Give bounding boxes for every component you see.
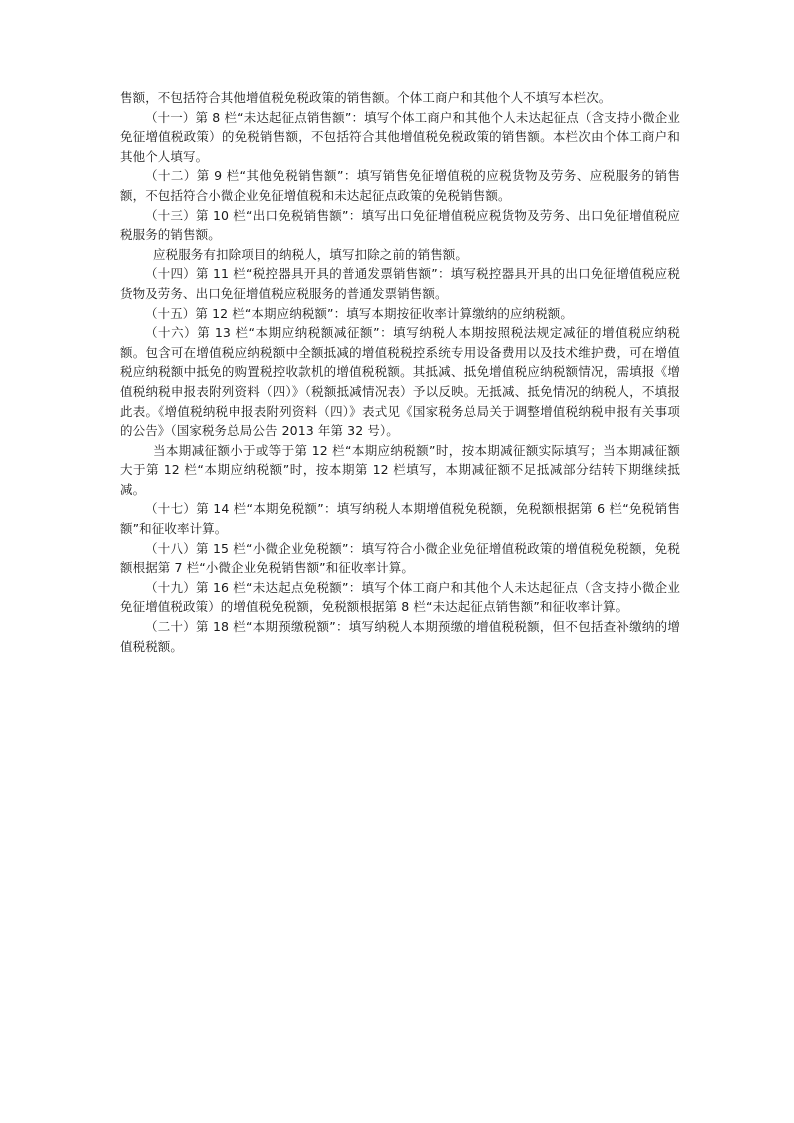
paragraph-item-13: （十三）第 10 栏“出口免税销售额”：填写出口免征增值税应税货物及劳务、出口免征增值税应税服务的销售额。	[120, 207, 680, 243]
paragraph-item-19: （十九）第 16 栏“未达起点免税额”：填写个体工商户和其他个人未达起征点（含支持小微企业免征增值税政策）的增值税免税额，免税额根据第 8 栏“未达起征点销售额”和征收率计算。	[120, 579, 680, 615]
paragraph-item-15: （十五）第 12 栏“本期应纳税额”：填写本期按征收率计算缴纳的应纳税额。	[145, 305, 574, 321]
paragraph-continued: 售额，不包括符合其他增值税免税政策的销售额。个体工商户和其他个人不填写本栏次。	[120, 90, 612, 105]
paragraph-item-20: （二十）第 18 栏“本期预缴税额”：填写纳税人本期预缴的增值税税额，但不包括查补缴纳的增值税税额。	[120, 619, 680, 654]
paragraph-deduction-note: 应税服务有扣除项目的纳税人，填写扣除之前的销售额。	[153, 246, 469, 262]
document-body	[120, 88, 680, 656]
paragraph-item-17: （十七）第 14 栏“本期免税额”：填写纳税人本期增值税免税额，免税额根据第 6 栏“免税销售额”和征收率计算。	[120, 501, 680, 537]
paragraph-reduction-note: 当本期减征额小于或等于第 12 栏“本期应纳税额”时，按本期减征额实际填写；当本期减征额大于第 12 栏“本期应纳税额”时，按本期第 12 栏填写，本期减征额不足抵减部分结转下期继续抵减。	[120, 442, 680, 497]
paragraph-item-16: （十六）第 13 栏“本期应纳税额减征额”：填写纳税人本期按照税法规定减征的增值税应纳税额。包含可在增值税应纳税额中全额抵减的增值税税控系统专用设备费用以及技术维护费，可在增值税应纳税额中抵免的购置税控收款机的增值税税额。其抵减、抵免增值税应纳税额情况，需填报《增值税纳税申报表附列资料（四）》（税额抵减情况表）予以反映。无抵减、抵免情况的纳税人，不填报此表。《增值税纳税申报表附列资料（四）》表式见《国家税务总局关于调整增值税纳税申报有关事项的公告》（国家税务总局公告 2013 年第 32 号）。	[120, 325, 680, 439]
paragraph-item-11: （十一）第 8 栏“未达起征点销售额”：填写个体工商户和其他个人未达起征点（含支持小微企业免征增值税政策）的免税销售额，不包括符合其他增值税免税政策的销售额。本栏次由个体工商户和其他个人填写。	[120, 109, 680, 164]
paragraph-item-14: （十四）第 11 栏“税控器具开具的普通发票销售额”：填写税控器具开具的出口免征增值税应税货物及劳务、出口免征增值税应税服务的普通发票销售额。	[120, 266, 680, 301]
paragraph-item-12: （十二）第 9 栏“其他免税销售额”：填写销售免征增值税的应税货物及劳务、应税服务的销售额，不包括符合小微企业免征增值税和未达起征点政策的免税销售额。	[120, 168, 680, 203]
paragraph-item-18: （十八）第 15 栏“小微企业免税额”：填写符合小微企业免征增值税政策的增值税免税额，免税额根据第 7 栏“小微企业免税销售额”和征收率计算。	[120, 540, 680, 576]
